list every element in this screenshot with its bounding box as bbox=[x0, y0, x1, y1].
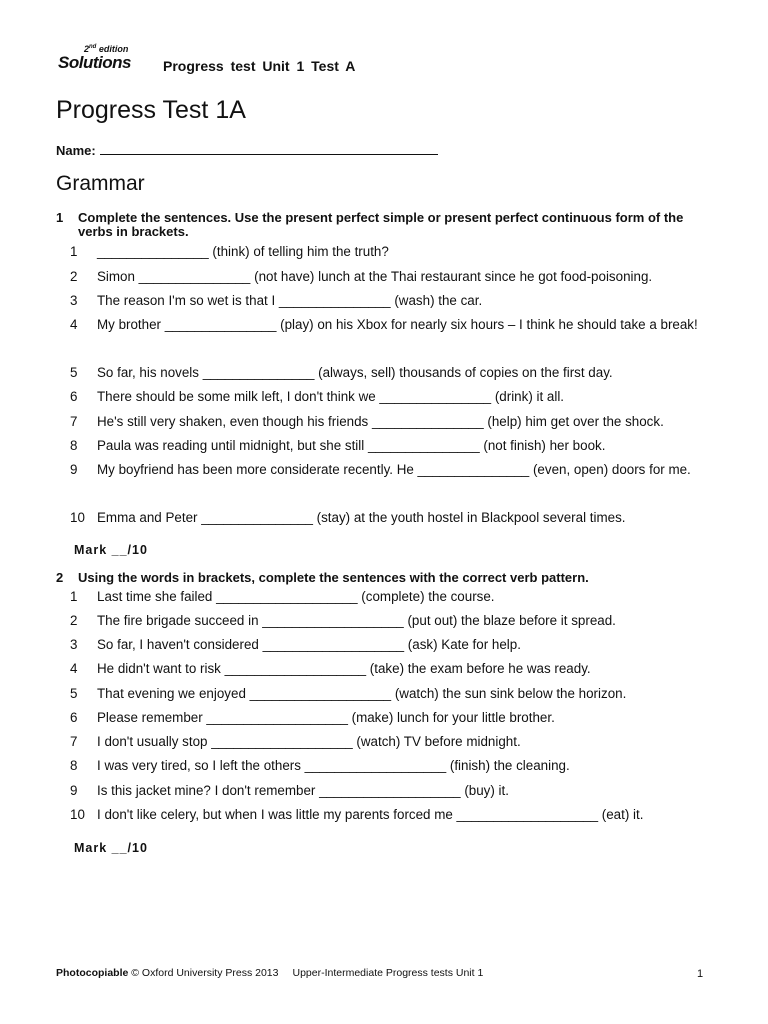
item-number: 6 bbox=[70, 389, 78, 404]
item-text: Emma and Peter _______________ (stay) at the youth hostel in Blackpool several times. bbox=[97, 510, 626, 525]
edition-label: 2nd edition bbox=[84, 44, 129, 54]
exercise1-number: 1 bbox=[56, 210, 64, 225]
item-text: Paula was reading until midnight, but she still _______________ (not finish) her book. bbox=[97, 438, 606, 453]
item-text: I don't like celery, but when I was little my parents forced me ___________________ (eat) it. bbox=[97, 807, 644, 822]
exercise1-item bbox=[70, 240, 710, 264]
exercise1-instruction bbox=[56, 211, 716, 239]
exercise2-item bbox=[70, 803, 710, 827]
item-text: The reason I'm so wet is that I _______________ (wash) the car. bbox=[97, 293, 483, 308]
name-blank[interactable] bbox=[100, 142, 438, 155]
brand-name: Solutions bbox=[58, 53, 131, 72]
item-text: There should be some milk left, I don't think we _______________ (drink) it all. bbox=[97, 389, 565, 404]
item-text: Is this jacket mine? I don't remember ___________________ (buy) it. bbox=[97, 783, 509, 798]
item-text: So far, his novels _______________ (always, sell) thousands of copies on the first day. bbox=[97, 365, 613, 380]
exercise2-item bbox=[70, 730, 710, 754]
item-text: Last time she failed ___________________ (complete) the course. bbox=[97, 589, 495, 604]
header-title: Progress test Unit 1 Test A bbox=[163, 58, 356, 74]
exercise2-item bbox=[70, 585, 710, 609]
item-text: My brother _______________ (play) on his Xbox for nearly six hours – I think he should take a break! bbox=[97, 317, 698, 332]
name-field bbox=[56, 142, 438, 158]
photocopiable-label: Photocopiable bbox=[56, 967, 129, 979]
exercise1-instruction-text: Complete the sentences. Use the present perfect simple or present perfect continuous form of the verbs in brackets. bbox=[78, 210, 684, 239]
item-number: 3 bbox=[70, 293, 78, 308]
item-number: 10 bbox=[70, 510, 85, 525]
page-title: Progress Test 1A bbox=[56, 96, 246, 124]
solutions-logo bbox=[58, 44, 148, 72]
item-text: He's still very shaken, even though his friends _______________ (help) him get over the shock. bbox=[97, 414, 664, 429]
exercise1-item bbox=[70, 506, 710, 530]
exercise2-item bbox=[70, 779, 710, 803]
exercise1-item bbox=[70, 289, 710, 313]
item-number: 2 bbox=[70, 613, 78, 628]
item-text: I was very tired, so I left the others ___________________ (finish) the cleaning. bbox=[97, 758, 570, 773]
exercise2-item bbox=[70, 657, 710, 681]
exercise1-item bbox=[70, 385, 710, 409]
exercise1-item bbox=[70, 458, 710, 482]
item-number: 8 bbox=[70, 438, 78, 453]
publisher-label: © Oxford University Press 2013 bbox=[131, 967, 279, 979]
page-footer bbox=[56, 967, 483, 979]
exercise1-item bbox=[70, 434, 710, 458]
exercise2-number: 2 bbox=[56, 570, 64, 585]
item-number: 3 bbox=[70, 637, 78, 652]
item-number: 7 bbox=[70, 734, 78, 749]
item-text: My boyfriend has been more considerate recently. He _______________ (even, open) doors for me. bbox=[97, 462, 691, 477]
section-title: Grammar bbox=[56, 172, 145, 195]
exercise2-item bbox=[70, 633, 710, 657]
item-number: 1 bbox=[70, 244, 78, 259]
item-text: Please remember ___________________ (make) lunch for your little brother. bbox=[97, 710, 555, 725]
exercise2-item bbox=[70, 682, 710, 706]
exercise2-item bbox=[70, 609, 710, 633]
item-text: The fire brigade succeed in ___________________ (put out) the blaze before it spread. bbox=[97, 613, 616, 628]
exercise1-mark: Mark __/10 bbox=[74, 543, 148, 557]
item-text: Simon _______________ (not have) lunch at the Thai restaurant since he got food-poisoning. bbox=[97, 269, 653, 284]
item-number: 9 bbox=[70, 783, 78, 798]
item-number: 6 bbox=[70, 710, 78, 725]
page-number: 1 bbox=[697, 968, 704, 980]
name-label: Name: bbox=[56, 143, 96, 158]
exercise2-instruction-text: Using the words in brackets, complete the sentences with the correct verb pattern. bbox=[78, 570, 589, 585]
item-number: 2 bbox=[70, 269, 78, 284]
exercise1-item bbox=[70, 410, 710, 434]
exercise2-mark: Mark __/10 bbox=[74, 841, 148, 855]
item-number: 10 bbox=[70, 807, 85, 822]
series-label: Upper-Intermediate Progress tests Unit 1 bbox=[292, 967, 484, 979]
item-number: 5 bbox=[70, 365, 78, 380]
exercise1-item bbox=[70, 313, 710, 337]
exercise1-item bbox=[70, 265, 710, 289]
item-number: 5 bbox=[70, 686, 78, 701]
item-number: 8 bbox=[70, 758, 78, 773]
item-number: 4 bbox=[70, 317, 78, 332]
item-number: 1 bbox=[70, 589, 78, 604]
exercise2-item bbox=[70, 706, 710, 730]
item-text: He didn't want to risk ___________________ (take) the exam before he was ready. bbox=[97, 661, 591, 676]
item-text: I don't usually stop ___________________ (watch) TV before midnight. bbox=[97, 734, 521, 749]
item-number: 4 bbox=[70, 661, 78, 676]
item-number: 7 bbox=[70, 414, 78, 429]
exercise1-item bbox=[70, 361, 710, 385]
item-number: 9 bbox=[70, 462, 78, 477]
exercise2-item bbox=[70, 754, 710, 778]
item-text: _______________ (think) of telling him the truth? bbox=[97, 244, 389, 259]
item-text: So far, I haven't considered ___________________ (ask) Kate for help. bbox=[97, 637, 521, 652]
item-text: That evening we enjoyed ___________________ (watch) the sun sink below the horizon. bbox=[97, 686, 627, 701]
exercise2-instruction bbox=[56, 571, 716, 585]
